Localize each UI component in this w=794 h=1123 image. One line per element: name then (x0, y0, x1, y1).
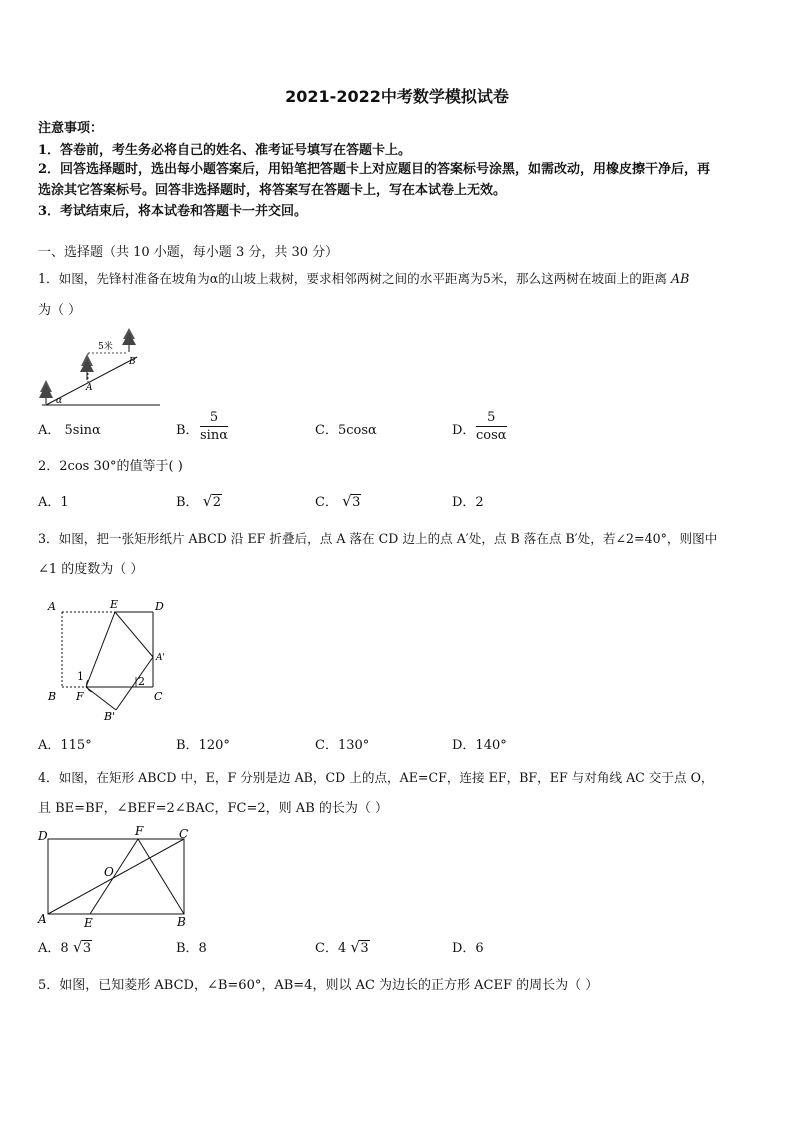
q1-option-d-fraction (476, 410, 507, 443)
q3-fig-f: F (76, 690, 84, 703)
q3-fig-c: C (154, 690, 163, 703)
sqrt-icon: √ 3 (342, 492, 361, 510)
q3-option-c[interactable]: C．130° (315, 738, 370, 753)
q4-option-c[interactable] (315, 938, 370, 957)
q1-fig-alpha: α (56, 396, 63, 406)
q3-fig-bprime: B' (104, 710, 116, 722)
q2-option-c[interactable] (315, 492, 361, 511)
q3-option-d[interactable]: D．140° (452, 738, 507, 753)
q1-fig-dist: 5米 (98, 342, 113, 352)
notice-item-1: 1．答卷前，考生务必将自己的姓名、准考证号填写在答题卡上。 (38, 143, 412, 158)
q1-option-c[interactable]: C．5cosα (315, 423, 377, 438)
page-title: 2021-2022中考数学模拟试卷 (285, 87, 509, 106)
q1-option-b-label[interactable]: B． (176, 423, 199, 438)
tree-icon (80, 354, 94, 380)
q4-fig-c: C (179, 827, 189, 841)
q4-line-ef (90, 839, 138, 914)
section-heading: 一、选择题（共 10 小题，每小题 3 分，共 30 分） (38, 245, 339, 260)
q1-ab: AB (671, 271, 690, 286)
q2-option-c-label: C． (315, 495, 338, 510)
q4-fig-o: O (104, 865, 114, 879)
q1-option-a[interactable]: A． 5sinα (38, 423, 101, 438)
q4-option-b[interactable]: B．8 (176, 941, 207, 956)
q1-option-b-denominator: sinα (200, 428, 228, 443)
q4-option-c-label: C．4 (315, 941, 347, 956)
q3-line-ab (116, 657, 153, 710)
q2-option-b[interactable] (176, 492, 222, 511)
q4-fig-f: F (135, 824, 144, 838)
q3-line-ea (115, 612, 153, 657)
q4-stem-line1: 4．如图，在矩形 ABCD 中，E，F 分别是边 AB，CD 上的点，AE=CF，连接 EF，BF，EF 与对角线 AC 交于点 O， (38, 770, 714, 785)
tree-icon (122, 328, 136, 352)
tree-icon (39, 380, 53, 404)
q2-option-c-radicand: 3 (352, 495, 361, 510)
q1-fig-label-b: B (129, 357, 136, 367)
sqrt-icon: √ 3 (72, 938, 92, 956)
q2-option-d[interactable]: D．2 (452, 495, 484, 510)
q4-fig-e: E (84, 916, 93, 930)
q3-fig-a: A (48, 600, 56, 613)
q1-stem-text: 1．如图，先锋村准备在坡角为α的山坡上栽树，要求相邻两树之间的水平距离为5米，那么这两树在坡面上的距离 (38, 271, 668, 286)
notice-heading: 注意事项： (38, 121, 104, 136)
notice-item-3: 3．考试结束后，将本试卷和答题卡一并交回。 (38, 204, 308, 219)
q3-stem-line1: 3．如图，把一张矩形纸片 ABCD 沿 EF 折叠后，点 A 落在 CD 边上的点 A′处，点 B 落在点 B′处，若∠2=40°，则图中 (38, 531, 718, 546)
q3-line-ef (86, 612, 115, 687)
q1-option-b-numerator: 5 (200, 410, 228, 427)
q2-stem: 2．2cos 30°的值等于( ) (38, 459, 183, 474)
q1-option-d-label[interactable]: D． (452, 423, 476, 438)
q4-fig-b: B (177, 915, 186, 929)
q3-fig-d: D (155, 600, 164, 613)
q1-option-b-fraction (200, 410, 228, 443)
q3-option-a[interactable]: A．115° (38, 738, 92, 753)
q3-figure (40, 594, 180, 722)
q2-option-a[interactable]: A．1 (38, 495, 69, 510)
q4-fig-d: D (38, 829, 48, 843)
q1-stem (38, 271, 689, 287)
q3-fig-angle2: 2 (138, 675, 145, 688)
q4-option-a-radicand: 3 (82, 941, 92, 956)
q3-angle1-arc (87, 680, 92, 692)
q4-option-a[interactable] (38, 938, 92, 957)
notice-item-2a: 2．回答选择题时，选出每小题答案后，用铅笔把答题卡上对应题目的答案标号涂黑，如需改动，用橡皮擦干净后，再 (38, 162, 711, 177)
q4-fig-a: A (38, 912, 47, 926)
q3-option-b[interactable]: B．120° (176, 738, 230, 753)
q1-figure (36, 322, 166, 410)
q2-option-b-label: B． (176, 495, 199, 510)
q4-diagonal-ac (48, 839, 184, 914)
q4-option-c-radicand: 3 (360, 941, 369, 956)
q2-option-b-radicand: 2 (212, 495, 221, 510)
q1-stem-line2: 为（ ） (38, 303, 82, 318)
q3-line-fb (86, 687, 116, 710)
q3-stem-line2: ∠1 的度数为（ ） (38, 562, 144, 577)
q1-option-d-numerator: 5 (476, 410, 507, 427)
q3-fig-b: B (48, 690, 57, 703)
q1-fig-label-a: A (86, 383, 93, 393)
q4-option-d[interactable]: D．6 (452, 941, 484, 956)
q4-option-a-label: A．8 (38, 941, 69, 956)
q4-figure (34, 824, 194, 930)
q3-fig-aprime: A' (156, 653, 165, 663)
q5-stem: 5．如图，已知菱形 ABCD，∠B=60°，AB=4，则以 AC 为边长的正方形 ACEF 的周长为（ ） (38, 978, 599, 993)
q3-fig-e: E (110, 598, 119, 611)
notice-item-2b: 选涂其它答案标号。回答非选择题时，将答案写在答题卡上，写在本试卷上无效。 (38, 183, 507, 198)
sqrt-icon: √ 3 (350, 938, 369, 956)
sqrt-icon: √ 2 (202, 492, 221, 510)
q4-stem-line2: 且 BE=BF，∠BEF=2∠BAC，FC=2，则 AB 的长为（ ） (38, 801, 389, 816)
q3-fig-angle1: 1 (77, 670, 84, 683)
q4-line-fb (138, 839, 184, 914)
q1-option-d-denominator: cosα (476, 428, 507, 443)
